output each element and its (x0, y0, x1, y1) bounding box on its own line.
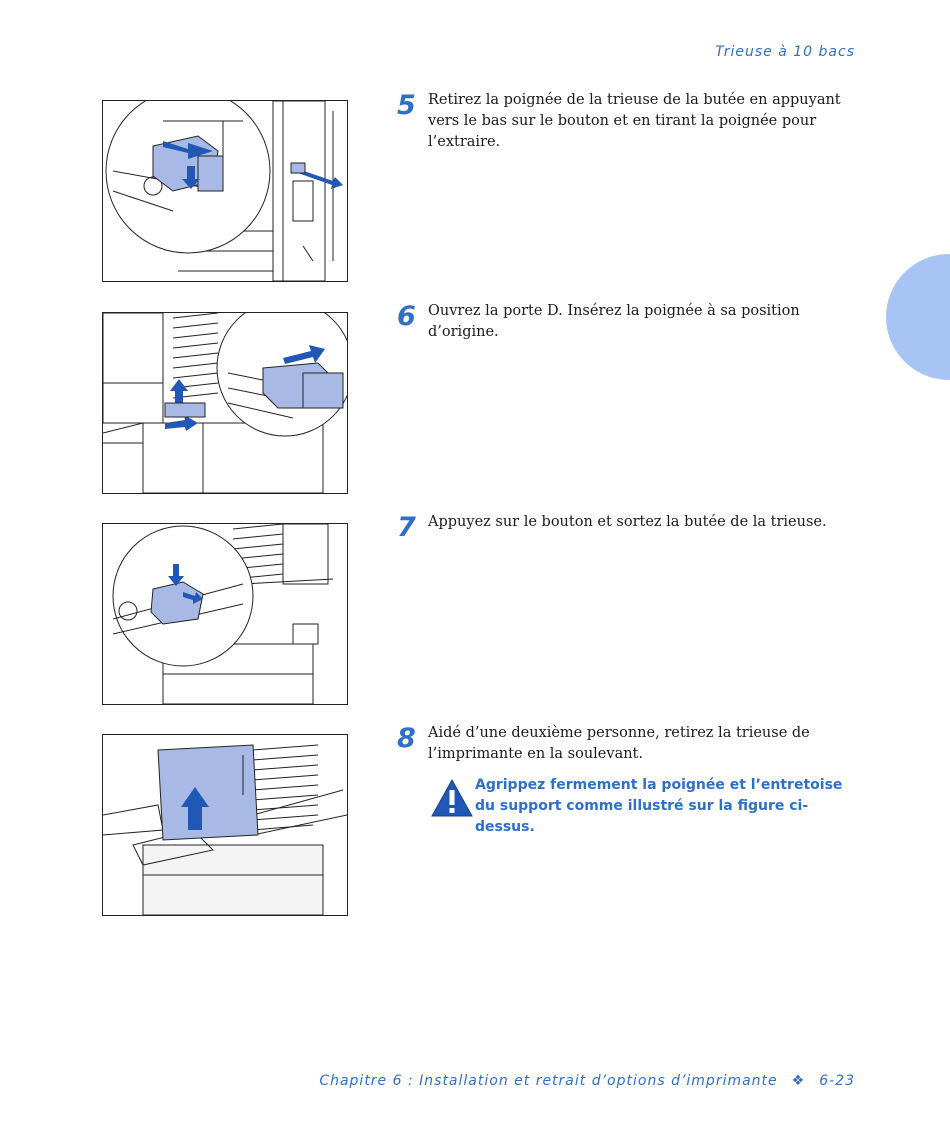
footer-chapter: Chapitre 6 : Installation et retrait d’options d’imprimante (319, 1073, 778, 1089)
warning-text: Agrippez fermement la poignée et l’entretoise du support comme illustré sur la figure ci-dessus. (475, 777, 843, 835)
step-8-text: Aidé d’une deuxième personne, retirez la trieuse de l’imprimante en la soulevant. (428, 725, 810, 762)
chapter-tab-marker (886, 254, 950, 380)
running-header: Trieuse à 10 bacs (715, 44, 855, 60)
step-8-illustration (102, 734, 348, 916)
step-7-illustration (102, 523, 348, 705)
step-6-text: Ouvrez la porte D. Insérez la poignée à sa position d’origine. (428, 303, 800, 340)
step-7-text: Appuyez sur le bouton et sortez la butée de la trieuse. (428, 514, 827, 530)
step-6-number: 6 (397, 301, 416, 332)
step-5-illustration (102, 100, 348, 282)
step-5-text: Retirez la poignée de la trieuse de la butée en appuyant vers le bas sur le bouton et en tirant la poignée pour l’extraire. (428, 92, 841, 150)
step-6-illustration (102, 312, 348, 494)
step-5-number: 5 (397, 90, 416, 121)
footer-separator: ❖ (791, 1073, 806, 1089)
warning-triangle-icon (431, 778, 473, 818)
step-8-number: 8 (397, 723, 416, 754)
page-number: 6-23 (819, 1073, 855, 1089)
page-footer (319, 1073, 855, 1089)
step-7-number: 7 (397, 512, 416, 543)
